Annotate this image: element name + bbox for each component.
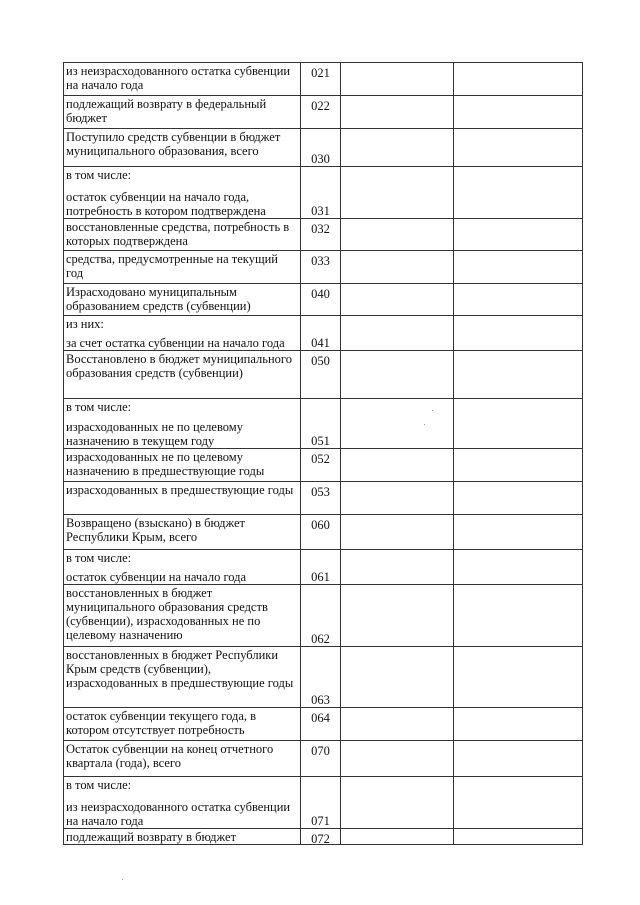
row-label-cell <box>64 449 301 481</box>
table-row <box>64 449 583 482</box>
value-cell-1[interactable] <box>341 63 454 95</box>
value-cell-1[interactable] <box>341 647 454 707</box>
row-code: 032 <box>301 219 341 250</box>
row-label: остаток субвенции на начало года <box>66 570 247 584</box>
value-cell-1[interactable] <box>341 777 454 828</box>
table-row <box>64 284 583 316</box>
value-cell-1[interactable] <box>341 351 454 398</box>
row-code: 070 <box>301 741 341 776</box>
value-cell-2[interactable] <box>454 829 583 844</box>
scan-speck <box>432 410 433 411</box>
value-cell-2[interactable] <box>454 550 583 584</box>
value-cell-1[interactable] <box>341 550 454 584</box>
value-cell-1[interactable] <box>341 708 454 740</box>
row-label: восстановленных в бюджет муниципального образования средств (субвенции), израсходованных не по целевому назначению <box>66 586 268 642</box>
table-row <box>64 96 583 129</box>
table-row <box>64 63 583 96</box>
table-row <box>64 585 583 647</box>
value-cell-1[interactable] <box>341 829 454 844</box>
value-cell-2[interactable] <box>454 316 583 350</box>
value-cell-2[interactable] <box>454 399 583 448</box>
row-code: 051 <box>301 399 341 448</box>
value-cell-2[interactable] <box>454 167 583 218</box>
row-code: 063 <box>301 647 341 707</box>
value-cell-2[interactable] <box>454 96 583 128</box>
value-cell-2[interactable] <box>454 708 583 740</box>
row-label-cell <box>64 129 301 166</box>
value-cell-2[interactable] <box>454 449 583 481</box>
row-label: Израсходовано муниципальным образованием средств (субвенции) <box>66 285 251 313</box>
value-cell-2[interactable] <box>454 647 583 707</box>
value-cell-1[interactable] <box>341 399 454 448</box>
row-code: 061 <box>301 550 341 584</box>
row-code: 033 <box>301 251 341 283</box>
row-label: остаток субвенции на начало года, потребность в котором подтверждена <box>66 190 266 218</box>
value-cell-2[interactable] <box>454 482 583 514</box>
table-row <box>64 550 583 585</box>
row-label-cell <box>64 351 301 398</box>
row-code: 052 <box>301 449 341 481</box>
row-label-cell <box>64 219 301 250</box>
table-row <box>64 777 583 829</box>
row-label: подлежащий возврату в федеральный бюджет <box>66 97 267 125</box>
row-label-cell <box>64 829 301 844</box>
row-label-cell <box>64 515 301 549</box>
value-cell-2[interactable] <box>454 741 583 776</box>
scan-speck <box>122 879 123 880</box>
row-label-cell <box>64 251 301 283</box>
value-cell-1[interactable] <box>341 449 454 481</box>
row-code: 022 <box>301 96 341 128</box>
value-cell-2[interactable] <box>454 777 583 828</box>
table-row <box>64 482 583 515</box>
row-label: Остаток субвенции на конец отчетного квартала (года), всего <box>66 742 274 770</box>
value-cell-1[interactable] <box>341 741 454 776</box>
table-row <box>64 167 583 219</box>
row-label: средства, предусмотренные на текущий год <box>66 252 278 280</box>
row-code: 040 <box>301 284 341 315</box>
row-label-cell <box>64 399 301 448</box>
value-cell-2[interactable] <box>454 585 583 646</box>
scan-speck <box>424 424 425 425</box>
row-label-cell <box>64 316 301 350</box>
table-row <box>64 351 583 399</box>
value-cell-1[interactable] <box>341 284 454 315</box>
table-row <box>64 316 583 351</box>
row-label: Восстановлено в бюджет муниципального образования средств (субвенции) <box>66 352 292 380</box>
row-label-cell <box>64 741 301 776</box>
value-cell-1[interactable] <box>341 316 454 350</box>
row-label: остаток субвенции текущего года, в котором отсутствует потребность <box>66 709 257 737</box>
row-label-cell <box>64 482 301 514</box>
value-cell-1[interactable] <box>341 129 454 166</box>
row-code: 021 <box>301 63 341 95</box>
table-row <box>64 829 583 845</box>
value-cell-1[interactable] <box>341 167 454 218</box>
row-prefix: в том числе: <box>66 168 132 182</box>
row-prefix: в том числе: <box>66 778 132 792</box>
row-label: израсходованных не по целевому назначению в предшествующие годы <box>66 450 265 478</box>
value-cell-2[interactable] <box>454 251 583 283</box>
row-label: восстановленных в бюджет Республики Крым средств (субвенции), израсходованных в предшествующие годы <box>66 648 294 690</box>
row-label-cell <box>64 708 301 740</box>
table-row <box>64 219 583 251</box>
report-table <box>63 62 583 845</box>
row-label: восстановленные средства, потребность в которых подтверждена <box>66 220 290 248</box>
row-code: 060 <box>301 515 341 549</box>
row-code: 030 <box>301 129 341 166</box>
value-cell-1[interactable] <box>341 482 454 514</box>
row-label-cell <box>64 284 301 315</box>
row-code: 071 <box>301 777 341 828</box>
row-label: Поступило средств субвенции в бюджет муниципального образования, всего <box>66 130 281 158</box>
row-code: 031 <box>301 167 341 218</box>
row-label: Возвращено (взыскано) в бюджет Республики Крым, всего <box>66 516 246 544</box>
row-label-cell <box>64 585 301 646</box>
row-code: 041 <box>301 316 341 350</box>
table-row <box>64 741 583 777</box>
value-cell-2[interactable] <box>454 284 583 315</box>
row-label-cell <box>64 777 301 828</box>
value-cell-2[interactable] <box>454 63 583 95</box>
row-label: из неизрасходованного остатка субвенции на начало года <box>66 64 291 92</box>
table-row <box>64 251 583 284</box>
row-prefix: в том числе: <box>66 551 132 565</box>
value-cell-2[interactable] <box>454 515 583 549</box>
row-label: за счет остатка субвенции на начало года <box>66 336 285 350</box>
table-row <box>64 647 583 708</box>
row-code: 064 <box>301 708 341 740</box>
table-row <box>64 129 583 167</box>
row-prefix: в том числе: <box>66 400 132 414</box>
row-prefix: из них: <box>66 317 104 331</box>
row-label-cell <box>64 63 301 95</box>
table-row <box>64 399 583 449</box>
table-row <box>64 515 583 550</box>
value-cell-1[interactable] <box>341 515 454 549</box>
table-row <box>64 708 583 741</box>
row-code: 050 <box>301 351 341 398</box>
row-code: 053 <box>301 482 341 514</box>
row-label: израсходованных не по целевому назначению в текущем году <box>66 420 243 448</box>
row-label-cell <box>64 96 301 128</box>
row-label-cell <box>64 550 301 584</box>
row-code: 062 <box>301 585 341 646</box>
value-cell-2[interactable] <box>454 129 583 166</box>
value-cell-1[interactable] <box>341 585 454 646</box>
row-label-cell <box>64 167 301 218</box>
row-label: израсходованных в предшествующие годы <box>66 483 294 497</box>
value-cell-2[interactable] <box>454 351 583 398</box>
row-label-cell <box>64 647 301 707</box>
value-cell-1[interactable] <box>341 219 454 250</box>
row-label: из неизрасходованного остатка субвенции на начало года <box>66 800 291 828</box>
row-code: 072 <box>301 829 341 844</box>
value-cell-2[interactable] <box>454 219 583 250</box>
value-cell-1[interactable] <box>341 251 454 283</box>
value-cell-1[interactable] <box>341 96 454 128</box>
row-label: подлежащий возврату в бюджет <box>66 830 237 844</box>
